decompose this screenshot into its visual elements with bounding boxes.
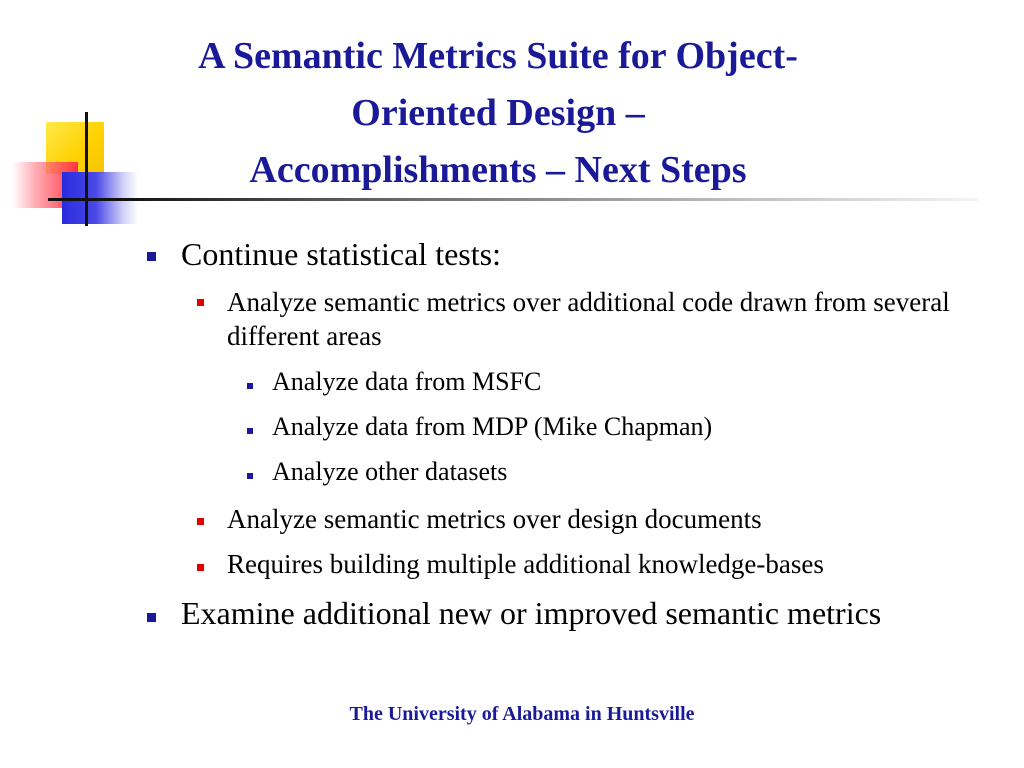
bullet-marker-icon	[147, 252, 156, 261]
title-line-1: A Semantic Metrics Suite for Object-	[198, 35, 798, 77]
title-line-2: Oriented Design –	[351, 92, 645, 134]
bullet-marker-icon	[247, 428, 253, 434]
bullet-marker-icon	[197, 518, 204, 525]
bullet-analyze-design-documents: Analyze semantic metrics over design documents	[227, 504, 762, 534]
bullet-continue-statistical-tests: Continue statistical tests:	[181, 236, 501, 272]
bullet-marker-icon	[247, 383, 253, 389]
title-line-3: Accomplishments – Next Steps	[249, 149, 747, 191]
bullet-marker-icon	[197, 299, 204, 306]
bullet-marker-icon	[247, 473, 253, 479]
bullet-analyze-additional-code: Analyze semantic metrics over additional code drawn from several different areas	[227, 287, 950, 351]
bullet-analyze-msfc: Analyze data from MSFC	[272, 367, 542, 396]
bullet-marker-icon	[147, 613, 156, 622]
bullet-requires-knowledge-bases: Requires building multiple additional knowledge-bases	[227, 549, 824, 579]
bullet-marker-icon	[197, 564, 204, 571]
bullet-analyze-other-datasets: Analyze other datasets	[272, 457, 508, 486]
bullet-examine-new-metrics: Examine additional new or improved semantic metrics	[181, 595, 882, 631]
bullet-analyze-mdp: Analyze data from MDP (Mike Chapman)	[272, 412, 713, 441]
footer-institution: The University of Alabama in Huntsville	[349, 703, 695, 725]
